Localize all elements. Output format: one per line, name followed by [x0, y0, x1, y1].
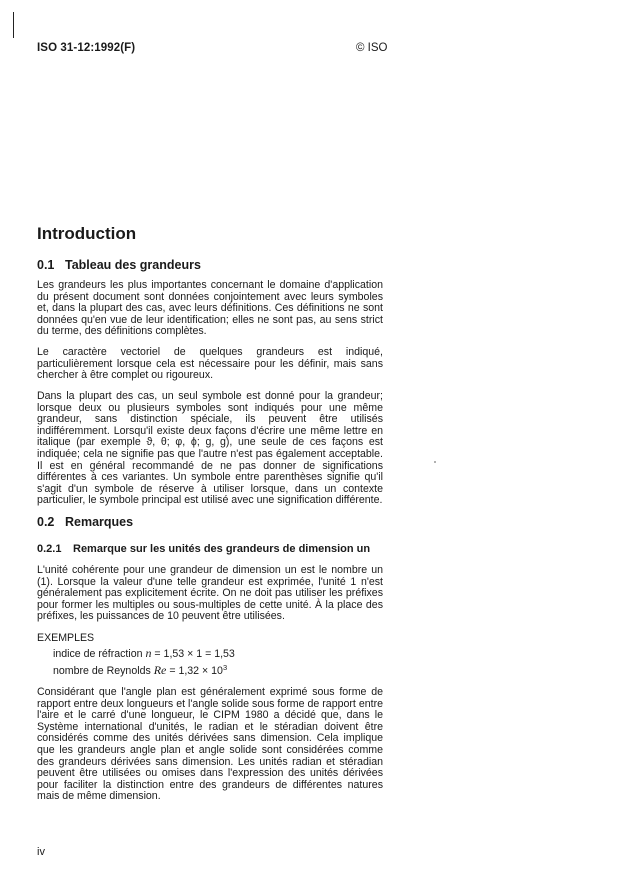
example-expression: = 1,32 × 10 — [169, 665, 223, 677]
section-heading-0-1 — [37, 258, 201, 272]
section-number: 0.1 — [37, 258, 55, 272]
subsection-title: Remarque sur les unités des grandeurs de dimension un — [73, 543, 371, 555]
paragraph-0-1-b: Le caractère vectoriel de quelques grandeurs est indiqué, particulièrement lorsque cela est nécessaire pour les définir, mais sans chercher à être complet ou rigoureux. — [37, 346, 383, 382]
section-heading-0-2 — [37, 515, 133, 529]
paragraph-0-2-1-a: L'unité cohérente pour une grandeur de dimension un est le nombre un (1). Lorsque la valeur d'une telle grandeur est exprimée, l'unité 1 n'est généralement pas explicitement écrite. On ne doit pas utiliser les préfixes pour former les multiples ou sous-multiples de cette unité. À la place des préfixes, les puissances de 10 peuvent être utilisées. — [37, 564, 383, 623]
paragraph-0-1-c: Dans la plupart des cas, un seul symbole est donné pour la grandeur; lorsque deux ou plusieurs symboles sont indiqués pour une même grandeur, sans distinction spéciale, ils peuvent être utilisés indifféremment. Lorsqu'il existe deux façons d'écrire une même lettre en italique (par exemple ϑ, θ; φ, ϕ; g, g), une seule de ces façons est indiquée; cela ne signifie pas que l'autre n'est pas également acceptable. Il est en général recommandé de ne pas donner de significations différentes à ces variantes. Un symbole entre parenthèses signifie qu'il s'agit d'un symbole de réserve à utiliser lorsque, dans un contexte particulier, le symbole principal est utilisé avec une signification différente. — [37, 390, 383, 507]
page-title: Introduction — [37, 224, 137, 243]
subsection-number: 0.2.1 — [37, 543, 62, 555]
examples-label: EXEMPLES — [37, 632, 95, 644]
example-refractive-index — [53, 646, 235, 661]
copyright-notice: © ISO — [356, 42, 388, 54]
subsection-heading-0-2-1 — [37, 543, 370, 555]
example-expression: = 1,53 × 1 = 1,53 — [154, 648, 235, 660]
example-label: nombre de Reynolds — [53, 665, 151, 677]
margin-rule — [13, 12, 14, 38]
page-number: iv — [37, 846, 45, 858]
paragraph-0-1-a: Les grandeurs les plus importantes concernant le domaine d'application du présent document sont données conjointement avec leurs symboles et, dans la plupart des cas, avec leurs définitions. Ces définitions ne sont données qu'en vue de leur identification; elles ne sont pas, au sens strict du terme, des définitions complètes. — [37, 279, 383, 338]
example-symbol: n — [145, 646, 152, 660]
section-title: Tableau des grandeurs — [65, 258, 201, 272]
example-symbol: Re — [153, 663, 167, 677]
section-title: Remarques — [65, 515, 134, 529]
example-exponent: 3 — [222, 663, 228, 672]
scan-speck — [434, 461, 436, 463]
example-label: indice de réfraction — [53, 648, 143, 660]
section-number: 0.2 — [37, 515, 55, 529]
example-reynolds-number — [53, 663, 227, 678]
document-id: ISO 31-12:1992(F) — [37, 42, 136, 54]
paragraph-0-2-1-b: Considérant que l'angle plan est généralement exprimé sous forme de rapport entre deux longueurs et l'angle solide sous forme de rapport entre l'aire et le carré d'une longueur, le CIPM 1980 a décidé que, dans le Système international d'unités, le radian et le stéradian doivent être considérés comme des unités dérivées sans dimension. Cela implique que les grandeurs angle plan et angle solide sont considérées comme des grandeurs dérivées sans dimension. Les unités radian et stéradian peuvent être utilisées ou omises dans l'expression des unités dérivées pour faciliter la distinction entre des grandeurs de différentes natures mais de même dimension. — [37, 686, 383, 803]
